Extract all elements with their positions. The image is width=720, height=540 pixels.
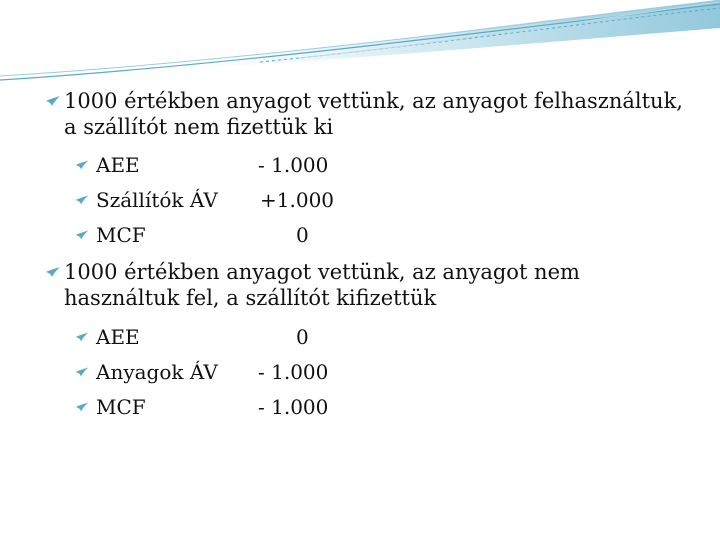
arrow-bullet-icon	[74, 227, 90, 243]
row-value: +1.000	[260, 188, 335, 212]
arrow-bullet-icon	[74, 364, 90, 380]
row-label: MCF	[96, 395, 146, 419]
arrow-bullet-icon	[44, 92, 62, 110]
row-value: - 1.000	[258, 153, 329, 177]
arrow-bullet-icon	[44, 263, 62, 281]
heading-2-text: 1000 értékben anyagot vettünk, az anyagot nem használtuk fel, a szállítót kifizettük	[64, 260, 580, 310]
row-value: - 1.000	[258, 360, 329, 384]
row-label: Szállítók ÁV	[96, 188, 218, 212]
row-label: MCF	[96, 223, 146, 247]
arrow-bullet-icon	[74, 192, 90, 208]
arrow-bullet-icon	[74, 329, 90, 345]
bullet-heading-2	[44, 259, 684, 311]
arrow-bullet-icon	[74, 157, 90, 173]
row-label: AEE	[96, 325, 140, 349]
header-wave-decoration	[0, 0, 720, 90]
heading-1-text: 1000 értékben anyagot vettünk, az anyagot felhasználtuk, a szállítót nem fizettük ki	[64, 89, 683, 139]
row-value: 0	[296, 223, 309, 247]
arrow-bullet-icon	[74, 399, 90, 415]
bullet-heading-1	[44, 88, 684, 140]
row-value: - 1.000	[258, 395, 329, 419]
row-label: AEE	[96, 153, 140, 177]
row-value: 0	[296, 325, 309, 349]
row-label: Anyagok ÁV	[96, 360, 218, 384]
